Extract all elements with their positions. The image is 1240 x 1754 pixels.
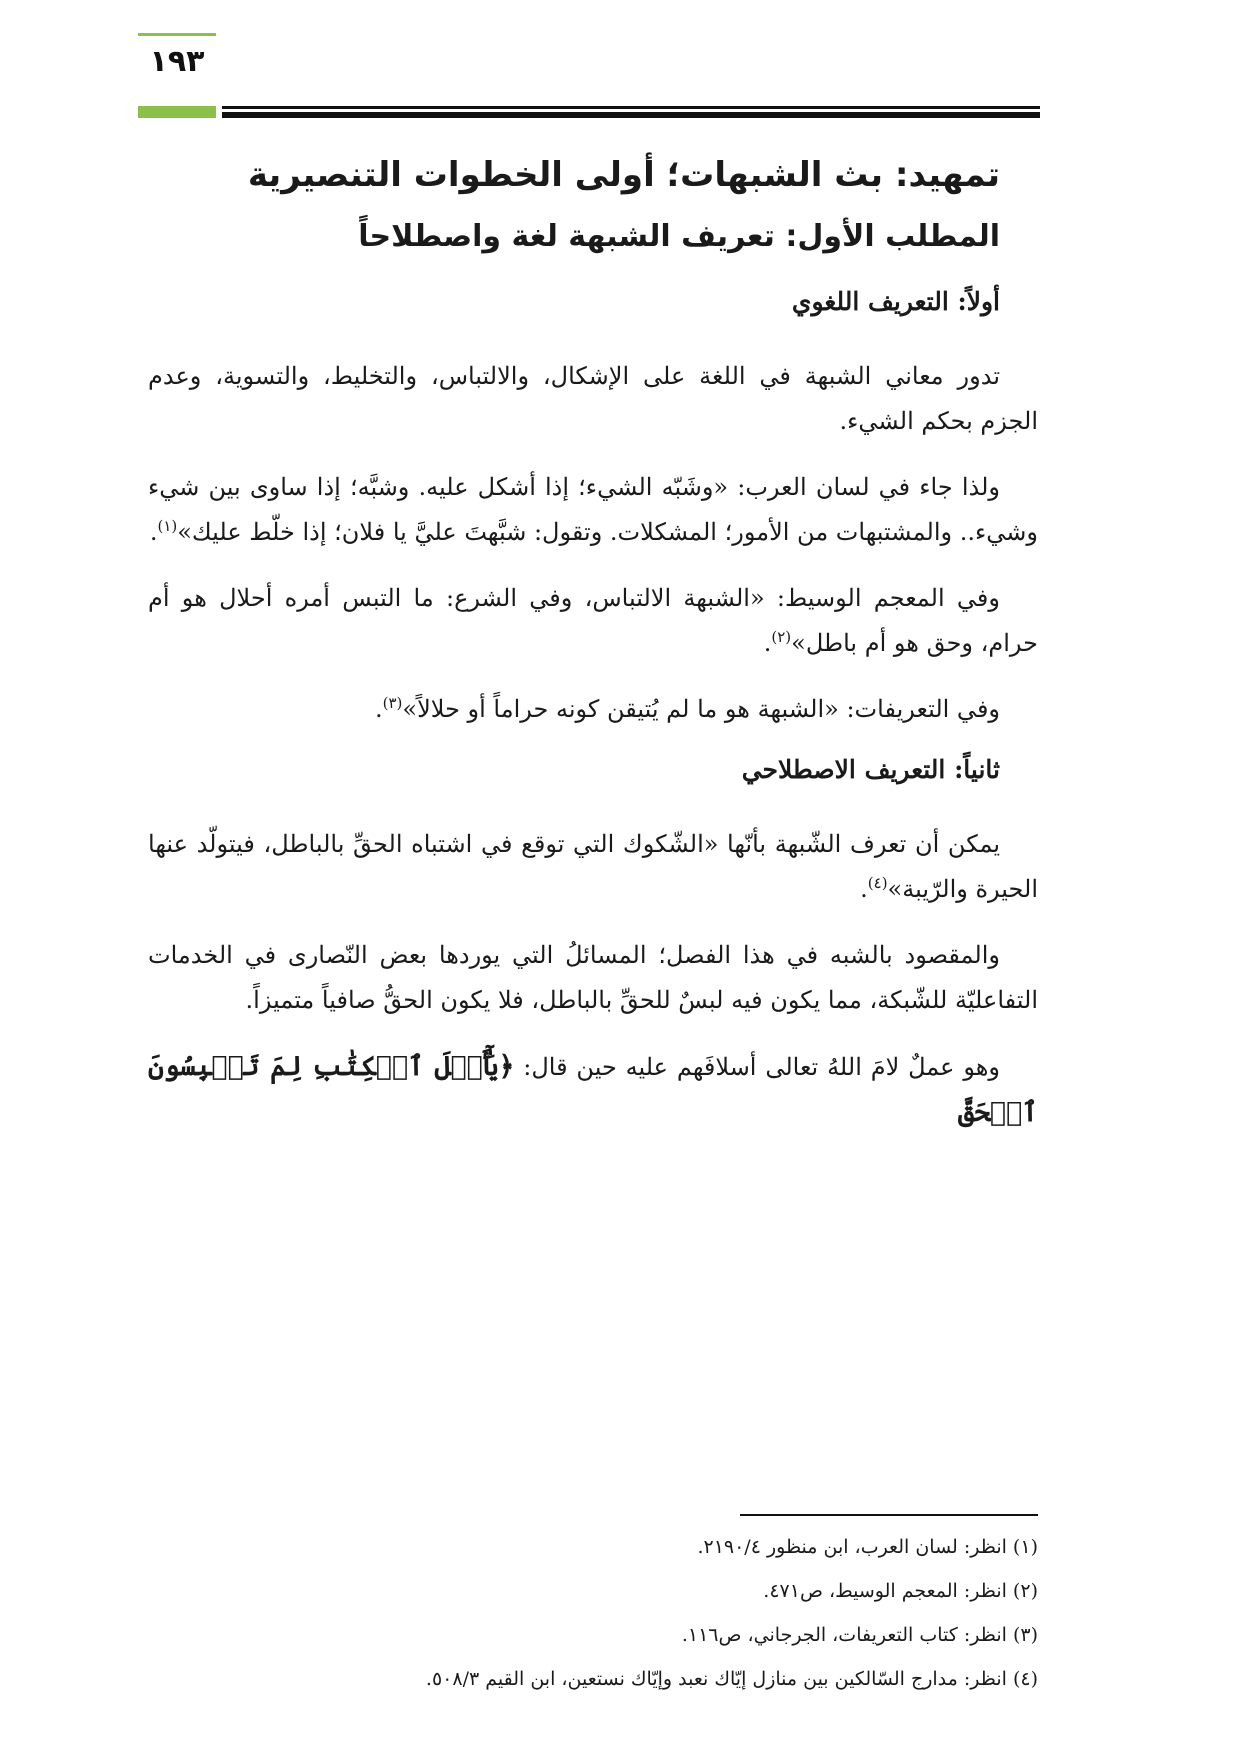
page-number: ١٩٣ bbox=[149, 44, 205, 79]
footnote-1: (١) انظر: لسان العرب، ابن منظور ٢١٩٠/٤. bbox=[697, 1536, 1038, 1558]
paragraph-5-text: يمكن أن تعرف الشّبهة بأنّها «الشّكوك التي توقع في اشتباه الحقِّ بالباطل، فيتولّد عنها الحيرة والرّيبة» bbox=[148, 830, 1038, 903]
quran-verse: ﴿يَٰٓأَهۡلَ ٱلۡكِتَٰبِ لِمَ تَلۡبِسُونَ ٱلۡحَقَّ bbox=[148, 1051, 1038, 1128]
paragraph-5 bbox=[148, 822, 1038, 912]
header-rule-thin bbox=[222, 106, 1040, 109]
paragraph-3-end: . bbox=[763, 629, 772, 657]
subheading-linguistic: أولاً: التعريف اللغوي bbox=[791, 287, 1000, 316]
footnote-separator bbox=[740, 1514, 1038, 1516]
subheading-technical: ثانياً: التعريف الاصطلاحي bbox=[741, 755, 1000, 784]
footnote-ref-1[interactable]: (١) bbox=[157, 517, 178, 535]
header-rule-thick bbox=[222, 112, 1040, 118]
paragraph-3-text: وفي المعجم الوسيط: «الشبهة الالتباس، وفي الشرع: ما التبس أمره أحلال هو أم حرام، وحق هو أم باطل» bbox=[148, 584, 1038, 657]
footnote-2: (٢) انظر: المعجم الوسيط، ص٤٧١. bbox=[763, 1580, 1038, 1602]
paragraph-4 bbox=[148, 687, 1038, 732]
footnote-ref-4[interactable]: (٤) bbox=[867, 874, 888, 892]
paragraph-4-end: . bbox=[374, 695, 383, 723]
header-accent-bar-bottom bbox=[138, 106, 216, 118]
footnote-ref-2[interactable]: (٢) bbox=[771, 628, 792, 646]
paragraph-5-end: . bbox=[860, 875, 868, 903]
paragraph-2-end: . bbox=[149, 518, 158, 546]
paragraph-3 bbox=[148, 576, 1038, 666]
footnote-4: (٤) انظر: مدارج السّالكين بين منازل إيّاك نعبد وإيّاك نستعين، ابن القيم ٥٠٨/٣. bbox=[425, 1668, 1038, 1690]
main-text bbox=[148, 150, 1038, 1157]
footnotes bbox=[148, 1528, 1038, 1704]
paragraph-7 bbox=[148, 1044, 1038, 1136]
chapter-title-rest: : بث الشبهات؛ أولى الخطوات التنصيرية bbox=[247, 155, 909, 195]
paragraph-7-text: وهو عملٌ لامَ اللهُ تعالى أسلافَهم عليه حين قال: bbox=[514, 1053, 1000, 1081]
paragraph-1: تدور معاني الشبهة في اللغة على الإشكال، والالتباس، والتخليط، والتسوية، وعدم الجزم بحكم الشيء. bbox=[148, 362, 1038, 435]
chapter-title-lead: تمهيد bbox=[908, 155, 1000, 195]
paragraph-4-text: وفي التعريفات: «الشبهة هو ما لم يُتيقن كونه حراماً أو حلالاً» bbox=[402, 695, 1000, 723]
footnote-3: (٣) انظر: كتاب التعريفات، الجرجاني، ص١١٦. bbox=[681, 1624, 1038, 1646]
section-title: المطلب الأول: تعريف الشبهة لغة واصطلاحاً bbox=[358, 219, 1000, 254]
footnote-ref-3[interactable]: (٣) bbox=[382, 694, 403, 712]
paragraph-6: والمقصود بالشبه في هذا الفصل؛ المسائلُ التي يوردها بعض النّصارى في الخدمات التفاعليّة للشّبكة، مما يكون فيه لبسٌ للحقِّ بالباطل، فلا يكون الحقُّ صافياً متميزاً. bbox=[148, 941, 1038, 1014]
paragraph-2 bbox=[148, 465, 1038, 555]
paragraph-2-text: ولذا جاء في لسان العرب: «وشَبّه الشيء؛ إذا أشكل عليه. وشبَّه؛ إذا ساوى بين شيء وشيء.. والمشتبهات من الأمور؛ المشكلات. وتقول: شبَّهتَ عليَّ يا فلان؛ إذا خلّط عليك» bbox=[148, 473, 1038, 546]
header-accent-bar-top bbox=[138, 33, 216, 36]
chapter-title bbox=[148, 150, 1000, 200]
